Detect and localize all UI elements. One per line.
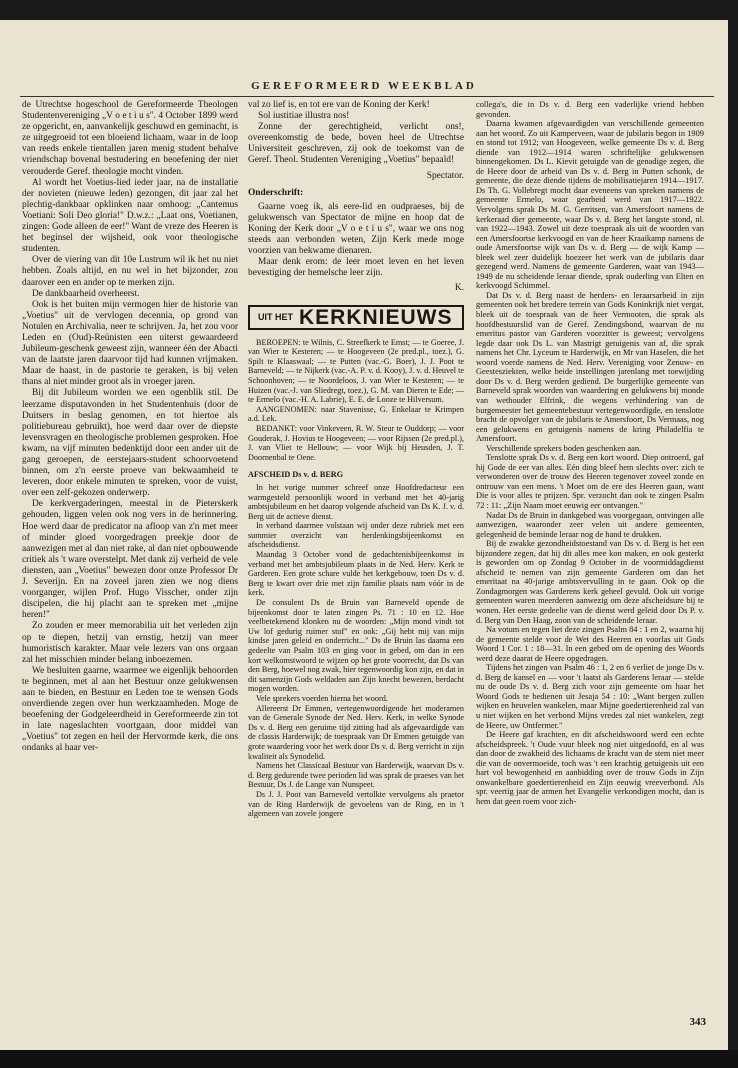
paragraph: Maar denk erom: de leer moet leven en het leven bevestiging der hemelsche leer zijn.	[248, 257, 464, 279]
signature-k: K.	[454, 283, 464, 294]
paragraph: Tenslotte sprak Ds v. d. Berg een kort woord. Diep ontroerd, gaf hij Gode de eer van alles. Eén ding bleef hem slechts over: zich te verwonderen over de trouw des Heeren tegenover zoveel zonde en ontrouw van een mens. 't Moet om de ere des Heeren gaan, want Die is voor alles te prijzen. Spr. verzocht dan ook te zingen Psalm 72 : 11: „Zijn Naam moet eeuwig eer ontvangen."	[476, 453, 704, 510]
paragraph: Bij de zwakke gezondheidstoestand van Ds v. d. Berg is het een bijzondere zegen, dat hij dit alles mee kon maken, en ook gesterkt is geworden om op Zondag 9 October in de voormiddagdienst afscheid te nemen van zijn gemeente Garderen om dan het emeritaat na 40-jarige ambtsvervulling in te gaan. Ook op die Zondagmorgen was Garderens kerk geheel gevuld. Ook uit vorige gemeenten waren meerderen aanwezig om deze afscheidsure bij te wonen. Het eerste gedeelte van de dienst werd geleid door Ds P. v. d. Berg van Den Haag, zoon van de scheidende leraar.	[476, 539, 704, 625]
voetius-article-end	[248, 100, 464, 167]
paragraph: Daarna kwamen afgevaardigden van verschillende gemeenten aan het woord. Zo uit Kamperveen, waar de jubilaris begon in 1909 en stond tot 1912; van Hoogeveen, welke gemeente Ds v. d. Berg diende van 1912—1914 waren schriftelijke gelukwensen binnengekomen. Ds L. Kievit getuigde van de genadige zegen, die de Heere door de arbeid van Ds v. d. Berg in Putten schonk, de gemeente, die deze diende tijdens de mobilisatiejaren 1914—1917. Ds Th. G. Vollebregt mocht daar eveneens van spreken namens de gemeente Ermelo, waar gearbeid werd van 1917—1922. Vervolgens sprak Ds M. G. Gerritsen, van Amersfoort namens de kerkeraad dier gemeente, waar Ds v. d. Berg het langste stond, nl. van 1922—1943. Zowel uit deze toespraak als uit de woorden van een Amersfoortse kerkvoogd en van de heer Kraaikamp namens de oude Amersfoortse wijk van Ds v. d. Berg — de wijk Kamp — bleek wel zeer duidelijk hoezeer het werk van de jubilaris daar gezegend werd. Namens de gemeente Garderen, waar van 1943—1949 de nu scheidende leraar diende, sprak ouderling van Elten en kerkvoogd Schimmel.	[476, 119, 704, 291]
paragraph: AANGENOMEN: naar Stavenisse, G. Enkelaar te Krimpen a.d. Lek.	[248, 404, 464, 424]
paragraph: de Utrechtse hogeschool de Gereformeerde Theologen Studentenvereniging „V o e t i u s". 4 October 1899 werd ze opgericht, en, aanvankelijk geschuwd en geminacht, is ze uitgegroeid tot een bloeiend lichaam, waar in de loop van reeds enkele tientallen jaren menig student behalve vriendschap bovenal bestudering en beoefening der niet verouderde Geref. theologie mocht vinden.	[22, 100, 238, 177]
paragraph: Ds J. J. Poot van Barneveld vertolkte vervolgens als praetor van de Ring Harderwijk de gevoelens van de Ring, en in 't algemeen van zovele jongere	[248, 789, 464, 819]
paragraph: Dat Ds v. d. Berg naast de herders- en leraarsarbeid in zijn gemeenten ook het bredere terrein van Gods Koninkrijk niet vergat, bleek uit de toespraak van de heer Vermooten, die sprak als hoofdbestuurslid van de Geref. Zendingsbond, waarvan de nu emeritus pastor van Garderen voorzitter is geweest; vervolgens legde daar ook Ds L. van Mastrigt getuigenis van af, die sprak namens het Chr. Lyceum te Harderwijk, en Mr van Haselen, die het woord voerde namens de Ned. Herv. Vereniging voor Zenuw- en Geestesziekten, welke beide instellingen jarenlang met toewijding door Ds v. d. Berg werden gediend. De burgerlijke gemeente van Barneveld sprak woorden van waardering en gelukwens bij monde van wethouder Elfrink, die wegens verhindering van de burgemeester het gemeentebestuur vertegenwoordigde, en tenslotte bracht de opvolger van de jubilaris te Amersfoort, Ds Vermaas, nog een gelukwens en getuigenis namens de kring Philadelfia te Amersfoort.	[476, 290, 704, 444]
column-2	[248, 100, 464, 819]
page-header: GEREFORMEERD WEEKBLAD	[251, 80, 477, 92]
kerknieuws-title: KERKNIEUWS	[299, 305, 453, 329]
paragraph: Tijdens het zingen van Psalm 46 : 1, 2 en 6 verliet de jonge Ds v. d. Berg de kansel en — voor 't laatst als Garderens leraar — stelde nu de oude Ds v. d. Berg zich voor zijn gemeente om haar het Woord Gods te bedienen uit Jesaja 54 : 10: „Want bergen zullen wijken en heuvelen wankelen, maar Mijne goedertierenheid zal van u niet wijken en het verbond Mijns vredes zal niet wankelen, zegt de Heere, uw Ontfermer."	[476, 663, 704, 730]
page-number: 343	[689, 1016, 706, 1028]
paragraph: In verband daarmee volstaan wij onder deze rubriek met een summier overzicht van herdenkingsbijeenkomst en afscheidsdienst.	[248, 521, 464, 550]
newspaper-page	[0, 20, 728, 1050]
paragraph: collega's, die in Ds v. d. Berg een vaderlijke vriend hebben gevonden.	[476, 100, 704, 119]
paragraph: Allereerst Dr Emmen, vertegenwoordigende het moderamen van de Generale Synode der Ned. Herv. Kerk, in welke Synode Ds v. d. Berg een geruime tijd zitting had als afgevaardigde van de classis Harderwijk; de toespraak van Dr Emmen getuigde van grote waardering voor het werk door Ds v. d. Berg verricht in zijn kwaliteit als Synodelid.	[248, 703, 464, 761]
paragraph: Gaarne voeg ik, als eere-lid en oudpraeses, bij de gelukwensch van Spectator de mijne en hoop dat de Koning der Kerk door „V o e t i u s", waar we ons nog steeds aan verbonden weten, Zijn Kerk mede moge voorzien van bekwame dienaren.	[248, 201, 464, 257]
paragraph: De dankbaarheid overheerst.	[32, 288, 140, 299]
paragraph: Verschillende sprekers boden geschenken aan.	[486, 443, 642, 453]
column-1	[22, 100, 238, 755]
paragraph: Over de viering van dit 10e Lustrum wil ik het nu niet hebben. Zoals altijd, en nu wel in het bijzonder, zou daarover een en ander op te merken zijn.	[22, 255, 238, 288]
onderschrift-body	[248, 202, 464, 280]
paragraph: Namens het Classicaal Bestuur van Harderwijk, waarvan Ds v. d. Berg gedurende twee perioden lid was sprak de praeses van het Bestuur, Ds J. de Lange van Nunspeet.	[248, 761, 464, 790]
paragraph: Na votum en tegen liet deze zingen Psalm 84 : 1 en 2, waarna hij de gemeente stelde voor de Wet des Heeren en voorlas uit Gods Woord 1 Cor. 1 : 18—31. In een gebed om de opening des Woords werd deze daarat de Heere opgedragen.	[476, 625, 704, 663]
kerknieuws-banner	[248, 305, 464, 330]
header-rule	[20, 96, 714, 97]
afscheid-heading: AFSCHEID Ds v. d. BERG	[248, 470, 344, 480]
onderschrift-heading: Onderschrift:	[248, 187, 304, 198]
afscheid-article	[248, 483, 464, 819]
signature-spectator: Spectator.	[426, 170, 464, 181]
paragraph: Al wordt het Voetius-lied ieder jaar, na de installatie der novieten (nieuwe leden) gezongen, dit jaar zal het plechtig-dankbaar opklinken naar omhoog: „Cantemus Voetiani: Soli Deo gloria!" D.w.z.: „Laat ons, Voetianen, zingen: Gode alleen de eer!" Want de vreze des Heeren is het beginsel der wijsheid, ook voor theologische studenten.	[22, 177, 238, 255]
paragraph: De consulent Ds de Bruin van Barneveld opende de bijeenkomst door te laten zingen Ps. 71 : 10 en 12. Hoe veelbetekenend klonken nu de woorden: „Mijn mond vindt tot Uw lof gedurig ruimer stof" en ook: „Gij hebt mij van mijn kindse jaren geleid en onderricht..." Ds de Bruin las daarna een gedeelte van Psalm 103 en ging voor in gebed, om dan in een kort welkomstwoord te wijzen op het grote voorrecht, dat Ds van den Berg, hoewel nog zwak, hier tegenwoordig kon zijn, en dat in dit samenzijn Gods weldaden aan Zijn knecht bewezen, herdacht mogen worden.	[248, 598, 464, 694]
column-3	[476, 100, 704, 806]
paragraph: We besluiten gaarne, waarmee we eigenlijk behoorden te beginnen, met al aan het Bestuur onze gelukwensen aan te bieden, en Bestuur en Leden toe te wensen Gods onverdiende zegen over hun werkzaamheden. Moge de beoefening der Godgeleerdheid in Gereformeerde zin tot in late nageslachten voortgaan, door middel van „Voetius" tot zegen en heil der Hervormde kerk, die ons ondanks al haar ver-	[22, 665, 238, 754]
paragraph: Nadat Ds de Bruin in dankgebed was voorgegaan, ontvingen alle aanwezigen, waaronder zeer velen uit andere gemeenten, gelegenheid de beminde leraar nog de hand te drukken.	[476, 510, 704, 539]
paragraph: Vele sprekers voerden hierna het woord.	[256, 693, 388, 703]
paragraph: Maandag 3 October vond de gedachtenisbijeenkomst in verband met het ambtsjubileum plaats in de Ned. Herv. Kerk te Garderen. Een grote schare vulde het kerkgebouw, toen Ds v. d. Berg te kwart over drie met zijn familie plaats nam vóór in de kerk.	[248, 550, 464, 598]
paragraph: Sol iustitiae illustra nos!	[258, 111, 350, 122]
kerknieuws-list	[248, 338, 464, 463]
paragraph: val zo lief is, en tot ere van de Koning der Kerk!	[248, 100, 430, 110]
kerknieuws-prefix: UIT HET	[258, 311, 293, 322]
paragraph: In het vorige nummer schreef onze Hoofdredacteur een warmgesteld persoonlijk woord in verband met het 40-jarig ambtsjubileum en het daarop volgende afscheid van Ds K. J. v. d. Berg uit de actieve dienst.	[248, 482, 464, 521]
paragraph: BEDANKT: voor Vinkeveen, R. W. Steur te Ouddorp; — voor Gouderak, J. Hovius te Hoogeveen; — voor Rijssen (2e pred.pl.), J. van Vliet te Hellouw; — voor Wijk bij Heusden, J. T. Doornenbal te Oene.	[248, 423, 464, 462]
paragraph: De Heere gaf krachten, en dit afscheidswoord werd een echte afscheidspreek. 't Oude vuur bleek nog niet uitgedoofd, en al was dan door de zwakheid des lichaams de kracht van de stem niet meer die van de onvermoeide, toch was 't een krachtig getuigenis uit een hart vol bewogenheid en aanbidding over de trouw Gods in Zijn onwankelbare goedertierenheid en Zijn eeuwig vreeverbond. Als spr. veertig jaar de armen het Evangelie verkondigen mocht, dan is hem dat geen roem voor zich-	[476, 730, 704, 806]
paragraph: De kerkvergaderingen, meestal in de Pieterskerk gehouden, liggen velen ook nog vers in de herinnering. Hoe werd daar de predicator na afloop van z'n met meer of minder gloed voorgedragen preekje door de aanwezigen met al dan niet rake, al dan niet opbouwende critiek als 't ware overstelpt. Met dank zij verheid de vele diensten, aan „Voetius" bewezen door onze Professor Dr J. Severijn. En na zoveel jaren zien we nog diens voorganger, wijlen Prof. Hugo Visscher, onder zijn discipelen, die hij placht aan te spreken met „mijne heren!"	[22, 499, 238, 621]
paragraph: Zonne der gerechtigheid, verlicht ons!, overeenkomstig de bede, boven heel de Utrechtse Universiteit geschreven, zij ook de toekomst van de Geref. Theol. Studenten Vereniging „Voetius" bepaald!	[248, 122, 464, 166]
paragraph: Bij dit Jubileum worden we een ogenblik stil. De leerzame disputavonden in het Studentenhuis (door de Duitsers in beslag genomen, en tot hiertoe als politiebureau gebruikt), hoe werd daar over de diepste levensvragen en theologische problemen gesproken. Hoe kwam, na vijf minuten bedenktijd door een ander uit de gang geroepen, de eerstejaars-student schoorvoetend binnen, om z'n eerste proeve van bekwaamheid te leveren, door enkele minuten te spreken, voor de vuist, over een zelf-gekozen onderwerp.	[22, 388, 238, 499]
paragraph: Ook is het buiten mijn vermogen hier de historie van „Voetius" uit de vervlogen decennia, op grond van Notulen en Archivalia, neer te schrijven. Ja, het zou voor Leden en (Oud)-Reünisten een uiterst gewaardeerd Jubileum-geschenk geweest zijn, wanneer één der Abacti van de laatste jaren daarvoor tijd had kunnen vrijmaken. Maar de haast, in de pastorie te geraken, is bij velen thans al niet minder groot als in vroeger jaren.	[22, 299, 238, 388]
scan-edge	[0, 1050, 738, 1068]
paragraph: BEROEPEN: te Wilnis, C. Streefkerk te Emst; — te Goeree, J. van Wier te Kesteren; — te Hoogeveen (2e pred.pl., toez.), G. Spilt te Klaaswaal; — te Putten (vac.-G. Boer), J. J. Poot te Barneveld; — te Nijkerk (vac.-A. P. v. d. Kooy), J. v. d. Heuvel te Schoonhoven; — te Noordeloos, J. van Wier te Kesteren; — te Huizen (vac.-J. van Sliedregt, toez.), G. M. van Dieren te Ede; — te Ermelo (vac.-H. A. Labrie), E. E. de Looze te Hilversum.	[248, 337, 464, 405]
paragraph: Zo zouden er meer memorabilia uit het verleden zijn op te diepen, hetzij van ernstig, hetzij van meer humoristisch karakter. Maar vele lezers van ons orgaan zal het misschien minder belang inboezemen.	[22, 621, 238, 665]
